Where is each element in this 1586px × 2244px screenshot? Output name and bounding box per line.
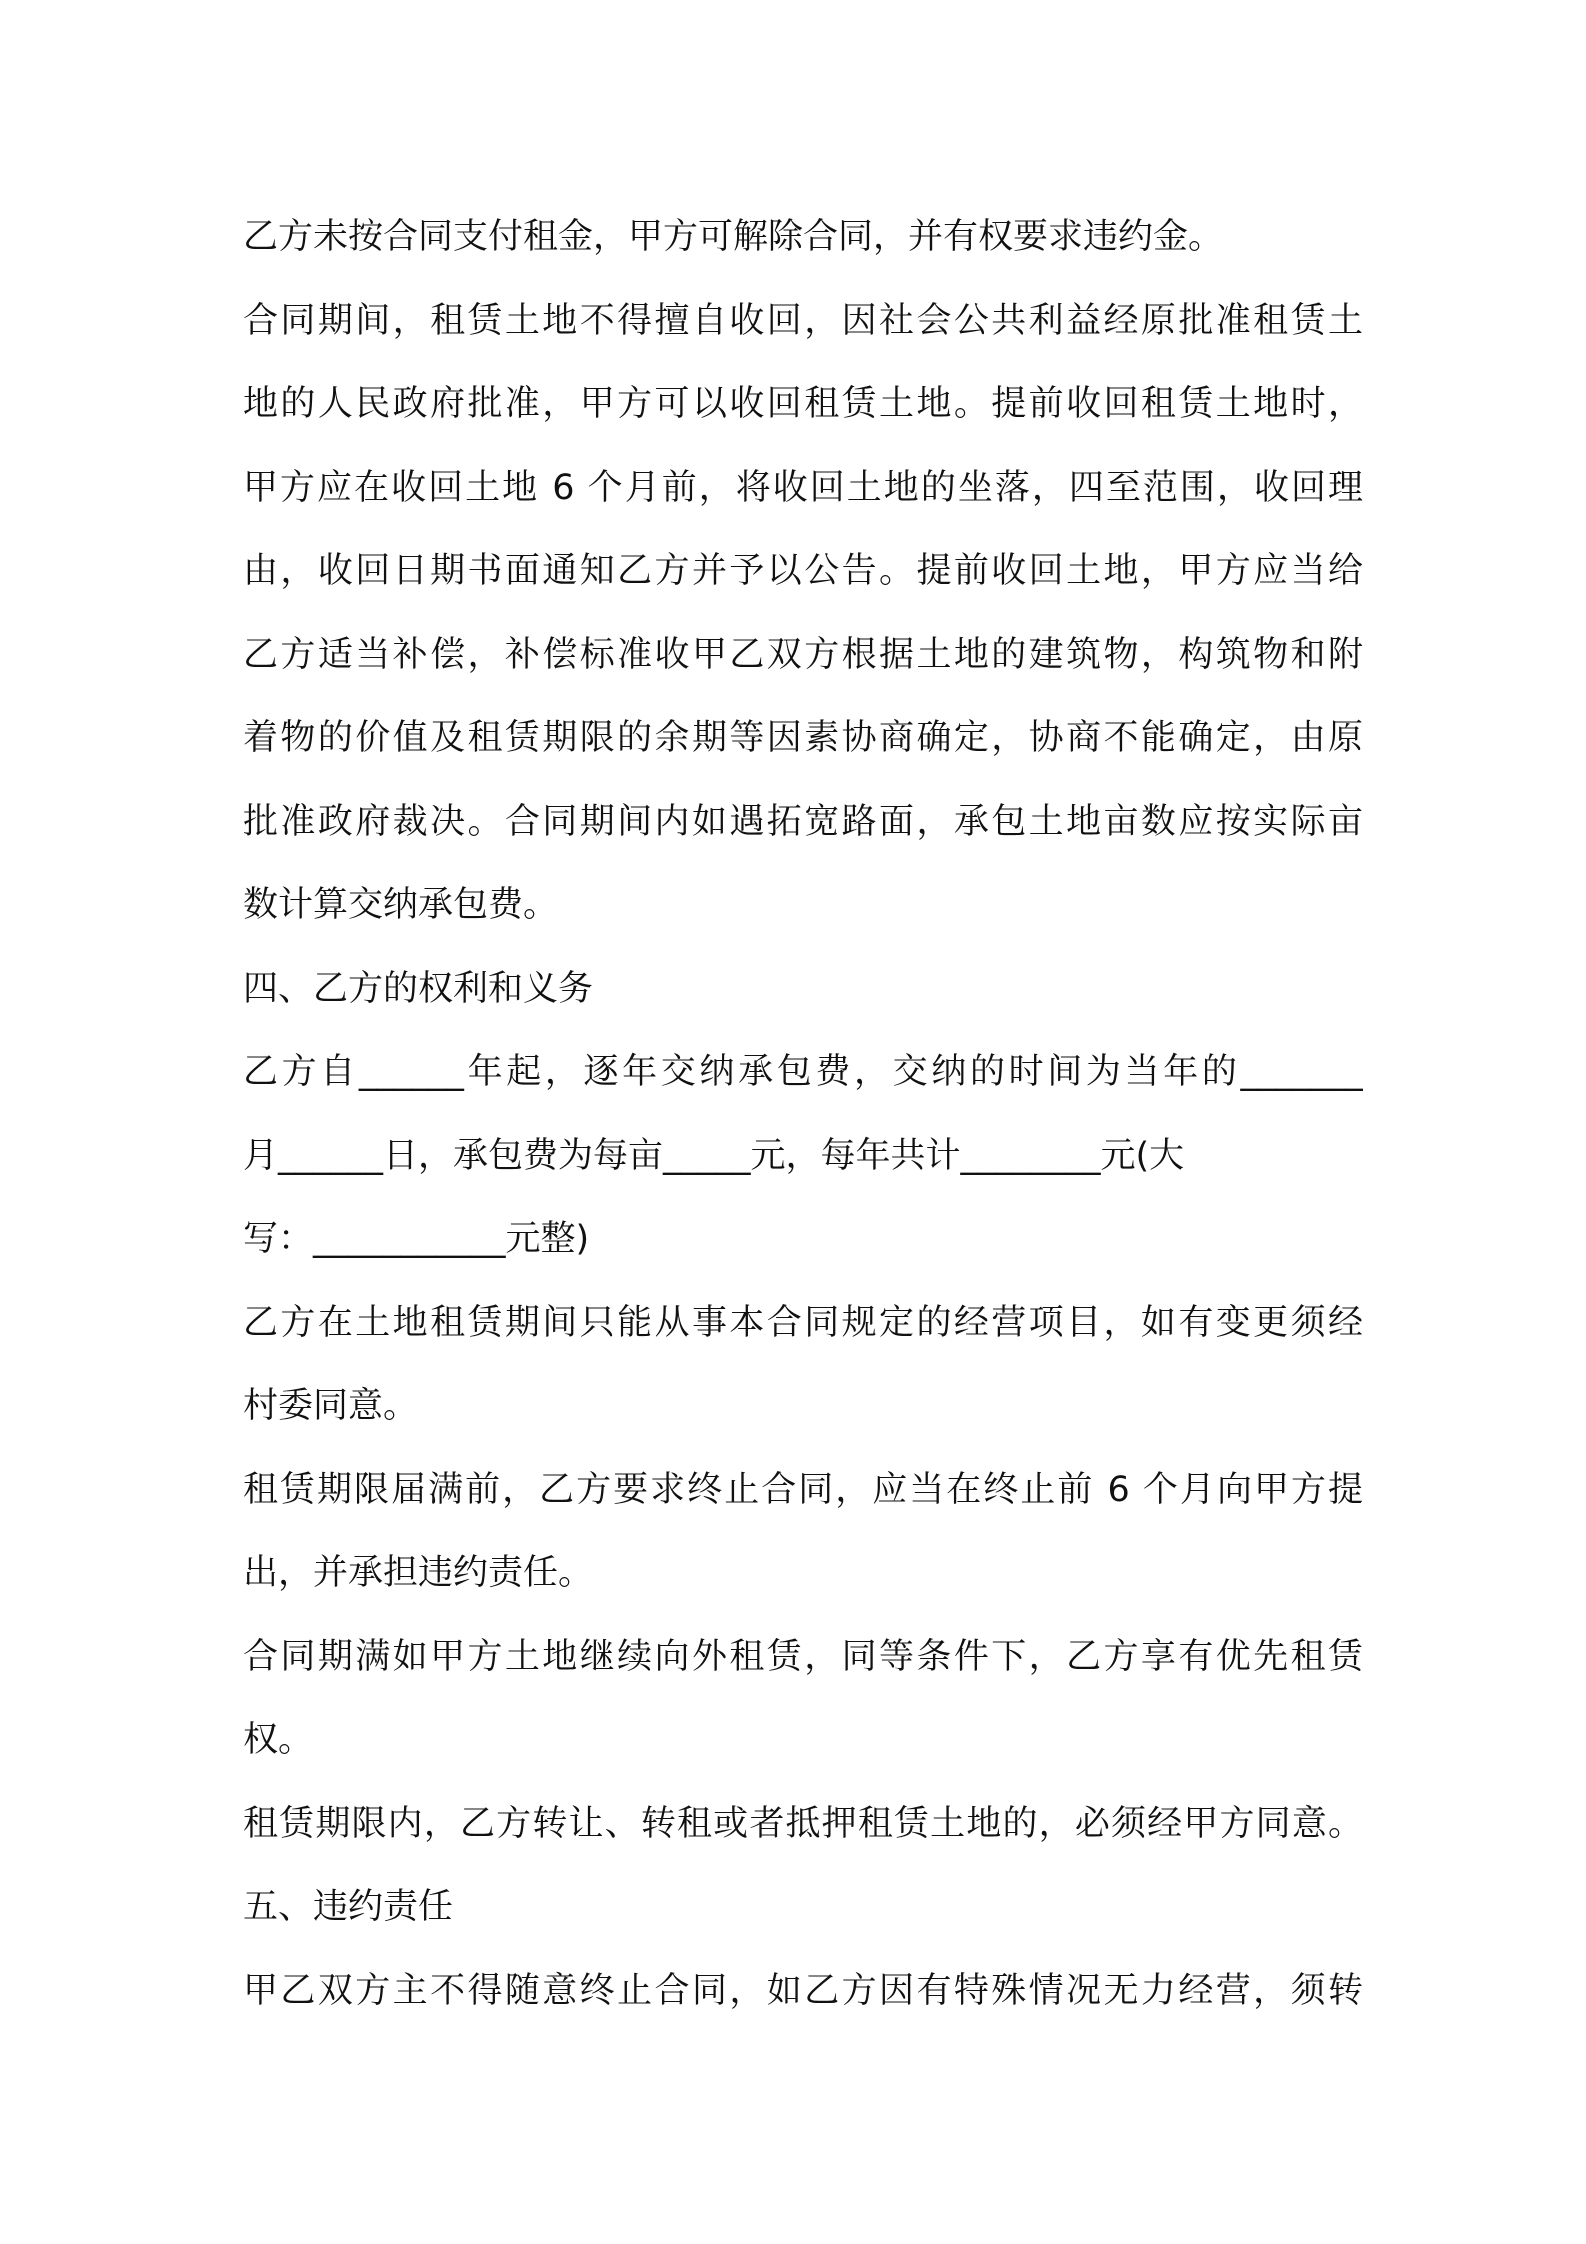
text-line: 出，并承担违约责任。 [243, 1553, 594, 1593]
text-line: 合同期间，租赁土地不得擅自收回，因社会公共利益经原批准租赁土 [243, 300, 1363, 341]
text-line: 村委同意。 [243, 1386, 419, 1426]
text-line: 租赁期限届满前，乙方要求终止合同，应当在终止前 6 个月向甲方提 [243, 1469, 1363, 1510]
text-line: 甲乙双方主不得随意终止合同，如乙方因有特殊情况无力经营，须转 [243, 1970, 1363, 2011]
text-line: 甲方应在收回土地 6 个月前，将收回土地的坐落，四至范围，收回理 [243, 467, 1363, 508]
text-line: 合同期满如甲方土地继续向外租赁，同等条件下，乙方享有优先租赁 [243, 1636, 1363, 1677]
text-line: 乙方自______年起，逐年交纳承包费，交纳的时间为当年的_______ [243, 1052, 1363, 1092]
text-line: 乙方未按合同支付租金，甲方可解除合同，并有权要求违约金。 [243, 217, 1224, 257]
text-line: 由，收回日期书面通知乙方并予以公告。提前收回土地，甲方应当给 [243, 551, 1363, 591]
text-line: 地的人民政府批准，甲方可以收回租赁土地。提前收回租赁土地时， [243, 384, 1363, 424]
section-heading-5: 五、违约责任 [243, 1887, 454, 1927]
text-line: 批准政府裁决。合同期间内如遇拓宽路面，承包土地亩数应按实际亩 [243, 801, 1363, 842]
text-line: 着物的价值及租赁期限的余期等因素协商确定，协商不能确定，由原 [243, 718, 1363, 758]
text-line: 租赁期限内，乙方转让、转租或者抵押租赁土地的，必须经甲方同意。 [243, 1803, 1363, 1844]
text-line: 乙方在土地租赁期间只能从事本合同规定的经营项目，如有变更须经 [243, 1302, 1363, 1343]
document-body [243, 196, 1363, 2033]
text-line: 数计算交纳承包费。 [243, 885, 559, 925]
text-line: 写：___________元整) [243, 1219, 590, 1259]
section-heading-4: 四、乙方的权利和义务 [243, 968, 594, 1009]
text-line: 月______日，承包费为每亩_____元，每年共计________元(大 [243, 1135, 1185, 1176]
text-line: 乙方适当补偿，补偿标准收甲乙双方根据土地的建筑物，构筑物和附 [243, 634, 1363, 675]
text-line: 权。 [243, 1720, 314, 1760]
